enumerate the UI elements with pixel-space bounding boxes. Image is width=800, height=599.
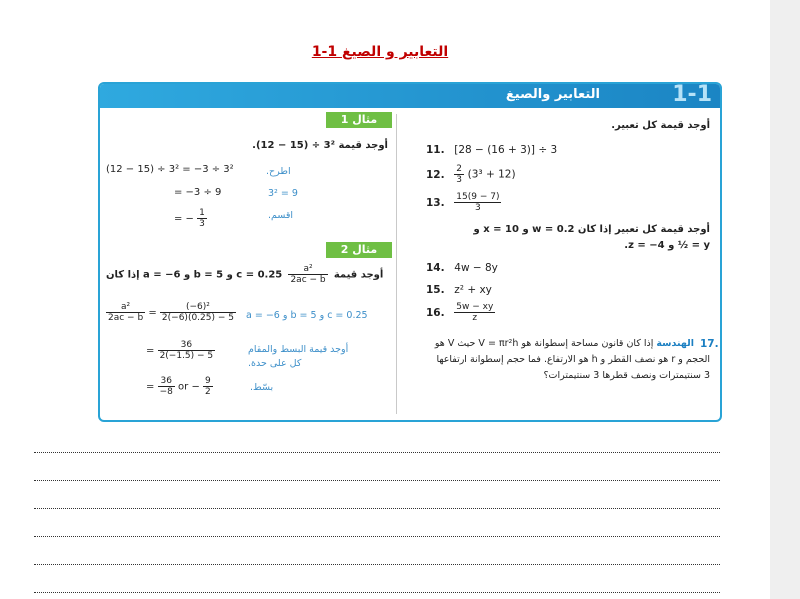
textbook-header (100, 84, 720, 108)
exercise-15-expr: z² + xy (454, 284, 492, 296)
exercise-16-fraction (454, 302, 495, 323)
example2-note-a: أوجد قيمة البسط والمقام (248, 344, 349, 355)
example1-prompt: أوجد قيمة 3² ÷ (15 − 12). (252, 140, 388, 151)
fraction-numerator: (−6)² (160, 302, 236, 313)
exercise-14-number: 14. (426, 262, 445, 274)
exercise-17-line1 (435, 338, 694, 349)
example1-step3-prefix: = − (174, 213, 194, 225)
textbook-excerpt (98, 82, 722, 422)
example1-note2: 3² = 9 (268, 188, 298, 199)
exercise-11-number: 11. (426, 144, 445, 156)
example2-substitution-note: a = −6 و b = 5 و c = 0.25 (246, 310, 368, 321)
page-title: 1-1 التعابير و الصيغ (311, 44, 449, 60)
example1-step2: = −3 ÷ 9 (174, 187, 222, 198)
example1-step3 (174, 208, 207, 229)
answer-line[interactable] (34, 592, 720, 593)
exercise-17-number (700, 338, 722, 350)
fraction-numerator: 9 (205, 376, 211, 386)
example2-step2: = $\frac{36}{2(-1.5) - 5}$ (146, 340, 214, 361)
example2-step1: $\frac{\text{a²}}{2ac - b}$ = $\frac{\text{(−6)²}}{2(-6)(0.25) - 5}$ (108, 302, 234, 323)
example2-rhs-fraction (160, 302, 236, 323)
exercise-12-number: 12. (426, 168, 445, 181)
fraction-denominator: 2(−6)(0.25) − 5 (161, 313, 234, 323)
side-strip (770, 0, 800, 599)
fraction-numerator: 5w − xy (456, 302, 494, 312)
example2-step3-fraction2 (203, 376, 213, 397)
fraction-denominator: 2(−1.5) − 5 (159, 351, 214, 361)
example2-prompt-fraction (288, 264, 327, 285)
example2-prompt (106, 264, 383, 285)
exercise-12-fraction (454, 164, 464, 185)
example2-step3-or: or (178, 381, 189, 393)
textbook-header-title: التعابير والصيغ (505, 87, 600, 102)
fraction-numerator: 36 (158, 376, 175, 387)
fraction-numerator: a² (288, 264, 327, 275)
fraction-numerator: 2 (456, 164, 462, 174)
fraction-numerator: 1 (199, 208, 205, 218)
exercise-13 (426, 192, 501, 213)
example2-step3: = $\frac{36}{-8}$ or − $\frac{9}{2}$ (146, 376, 211, 397)
exercise-13-fraction (454, 192, 501, 213)
fraction-denominator: 2ac − b (290, 275, 326, 285)
fraction-denominator: −8 (159, 387, 173, 397)
example2-note-b: كل على حدة. (248, 358, 302, 369)
example2-prompt-condition: إذا كان a = −6 و b = 5 و c = 0.25 (106, 269, 283, 281)
example2-step3-fraction (158, 376, 175, 397)
example2-note-c: بسّط. (250, 382, 274, 393)
example1-note1: اطرح. (266, 166, 291, 177)
exercise-14-expr: 4w − 8y (454, 262, 498, 274)
exercise-11 (426, 144, 557, 156)
example1-step3-fraction (197, 208, 207, 229)
answer-line[interactable] (34, 508, 720, 509)
evaluate-intro: أوجد قيمة كل تعبير إذا كان w = 0.2 و x = 10 و (473, 224, 710, 235)
exercise-15 (426, 284, 492, 296)
exercise-12-expr: (3³ + 12) (467, 168, 516, 181)
fraction-denominator: z (472, 313, 478, 323)
fraction-denominator: 3 (456, 175, 462, 185)
exercise-13-number: 13. (426, 196, 445, 209)
exercise-11-expr: [28 − (16 + 3)] ÷ 3 (454, 144, 558, 156)
exercise-17-line3: 3 سنتيمترات ونصف قطرها 3 سنتيمترات؟ (543, 370, 710, 381)
exercise-17-line2: الحجم و r هو نصف القطر و h هو الارتفاع. فما حجم إسطوانة ارتفاعها (436, 354, 710, 365)
exercise-17-number-text: 17. (700, 338, 719, 350)
exercise-14 (426, 262, 498, 274)
exercise-17-label: الهندسة (656, 338, 694, 349)
fraction-denominator: 2 (205, 387, 211, 397)
answer-line[interactable] (34, 480, 720, 481)
example1-note3: اقسم. (268, 210, 293, 221)
example2-tab: مثال 2 (326, 242, 392, 258)
exercise-15-number: 15. (426, 284, 445, 296)
fraction-denominator: 3 (475, 203, 481, 213)
exercise-16-number: 16. (426, 306, 445, 319)
example1-step1: (12 − 15) ÷ 3² = −3 ÷ 3² (106, 164, 234, 175)
fraction-numerator: a² (106, 302, 145, 313)
fraction-denominator: 2ac − b (108, 313, 144, 323)
fraction-numerator: 15(9 − 7) (456, 192, 500, 202)
answer-line[interactable] (34, 452, 720, 453)
example2-lhs-fraction (106, 302, 145, 323)
exercises-intro: أوجد قيمة كل تعبير. (611, 120, 710, 131)
column-divider (396, 114, 397, 414)
fraction-numerator: 36 (158, 340, 216, 351)
answer-line[interactable] (34, 564, 720, 565)
exercise-12 (426, 164, 516, 185)
example2-step2-fraction (158, 340, 216, 361)
example1-tab: مثال 1 (326, 112, 392, 128)
example2-prompt-label: أوجد قيمة (333, 269, 384, 281)
exercise-16 (426, 302, 495, 323)
fraction-denominator: 3 (199, 219, 205, 229)
answer-line[interactable] (34, 536, 720, 537)
textbook-header-number: 1-1 (672, 82, 712, 107)
evaluate-intro-2: y = ½ و z = −4. (624, 240, 710, 251)
exercise-17-text1: إذا كان قانون مساحة إسطوانة هو V = πr²h حيث V هو (434, 338, 654, 349)
